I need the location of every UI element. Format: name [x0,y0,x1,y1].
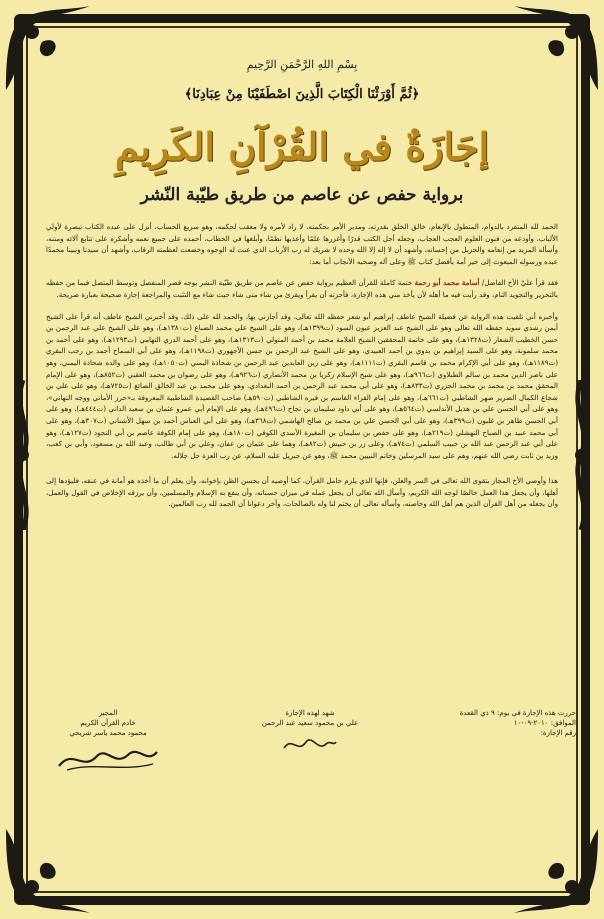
basmala: بِسْمِ اللهِ الرَّحْمَنِ الرَّحِيمِ [246,58,358,71]
grantor-signature [53,742,163,776]
grantor-title: خادم القرآن الكريم [80,719,136,727]
advice-paragraph: هذا وأوصي الأخ المجاز بتقوى الله تعالى في السر والعلن، فإنها الذي يلزم حامل القرآن، كما أوصيه أن يحسن الظن بإخوانه، وأن يعلم أن ما أخذه هو أمانة في عنقه، فليؤدها إلى أهلها، وأن يجعل هذا العمل خالصًا لوجه الله الكريم، وأسأل الله تعالى أن يجعل عمله في ميزان حسناته، وأن ينفع به الإسلام والمسلمين، وأن يرزقه الإخلاص في القول والعمل، وأن يجعله من أهل القرآن الذين هم أهل الله وخاصته، وأسأله تعالى أن يختم لنا وله بالصالحات، وآخر دعوانا أن الحمد لله رب العالمين. [46,476,558,509]
side-ornament-right [566,380,596,530]
date-line-2: الموافق: ٢٠١٠-٠٩-١٠ [513,719,576,727]
grantee-name: أسامة محمد أبو رحمة [414,278,480,288]
grantee-prefix: فقد قرأ عليّ الأخ الفاضل/ [481,278,558,288]
witness-block [240,708,380,756]
witness-name: علي بن محمود سعيد عبد الرحمن [261,719,359,727]
intro-paragraph: الحمد لله المتفرد بالدوام، المتطول بالإنعام، خالق الخلق بقدرته، ومدبر الأمر بحكمته، لا راد لأمره ولا معقب لحكمه، وهو سريع الحساب، أنزل على عبده الكتاب تبصرة لأولي الألباب، وأودعه من فنون العلوم العجب العجاب، وجعله أجل الكتب قدرًا وأغزرها علمًا وأعذبها نظمًا، وأبلغها في الخطاب، أحمده على جميع نعمه وأشكره على تتابع آلائه ومننه، وأسأله المزيد من إنعامه والجزيل من إحسانه، وأشهد أن لا إله إلا الله وحده لا شريك له رب الأرباب الذي عنت له الوجوه وخضعت لعظمته الرقاب، وأشهد أن سيدنا ونبينا محمدًا عبده ورسوله المبعوث إلى خير أمة بأفضل كتاب ﷺ وعلى آله وصحبه الأنجاب أما بعد: [46,222,558,266]
certificate-subtitle: برواية حفص عن عاصم من طريق طيّبة النّشر [140,185,464,205]
signatures-section [18,708,586,828]
date-line-3: رقم الإجازة: [540,729,576,737]
grantor-block [28,708,188,776]
witness-signature [280,732,340,756]
quran-verse: ﴿ثُمَّ أَوْرَثْنَا الْكِتَابَ الَّذِينَ اصْطَفَيْنَا مِنْ عِبَادِنَا﴾ [184,87,420,102]
grantor-label: المجيز [98,709,118,717]
side-ornament-left [8,380,38,530]
grantee-paragraph [46,277,558,300]
chain-of-narration-paragraph: وأخبره أني تلقيت هذه الرواية عن فضيلة الشيخ عاطف إبراهيم أبو شعر حفظه الله تعالى، وقد أجازني بها، والحمد لله على ذلك، وقد أخبرني الشيخ عاطف أنه قرأ على الشيخ أيمن رشدي سويد حفظه الله تعالى وهو على الشيخ عبد العزيز عيون السود (ت١٣٩٩هـ)، وهو على الشيخ علي محمد الضباع (ت١٣٨٠هـ)، وهو على الشيخ علي عبد الرحمن بن حسن الخطيب الشعار (ت١٣٢٨هـ)، وهو على خاتمة المحققين الشيخ العلامة محمد بن أحمد المتولي (ت١٣١٣هـ)، وهو على أحمد الدري التهامي (ت١٢٩٣هـ)، وهو على أحمد بن محمد سلمونة، وهو على السيد إبراهيم بن بدوي بن أحمد العبيدي، وهو على الشيخ عبد الرحمن بن حسن الأجهوري (ت١١٩٨هـ)، وهو على أبي السماح أحمد بن رجب البقري (ت١١٨٩هـ)، وهو على أبي الإكرام محمد بن قاسم البقري (ت١١١١هـ)، وهو على زين العابدين عبد الرحمن بن شحاذة اليمني (ت١٠٥٠هـ)، وهو على والده شحاذة اليمني، وهو على ناصر الدين محمد بن سالم الطبلاوي (ت٩٦٦هـ)، وهو على شيخ الإسلام زكريا بن محمد الأنصاري (ت٩٢٦هـ)، وهو على رضوان بن محمد العقبي (ت٨٥٢هـ)، وهو على الإمام المحقق محمد بن محمد بن محمد الجزري (ت٨٣٣هـ)، وهو على أبي محمد عبد الرحمن بن أحمد البغدادي، وهو على محمد بن عبد الخالق الصائغ (ت٧٢٥هـ)، وهو على علي بن شجاع الكمال الضرير صهر الشاطبي (ت٦٦١هـ)، وهو على إمام القراء القاسم بن فيره الشاطبي (ت٥٩٠هـ) صاحب القصيدة الشاطبية المعروفة بـ«حرز الأماني ووجه التهاني»، وهو على أبي الحسن علي بن هذيل الأندلسي (ت٥٦٤هـ)، وهو على أبي داود سليمان بن نجاح (ت٤٩٦هـ)، وهو على الإمام أبي عمرو عثمان بن سعيد الداني (ت٤٤٤هـ)، وهو على أبي الحسن طاهر بن غلبون (ت٣٩٩هـ)، وهو على أبي الحسن علي بن محمد بن صالح الهاشمي (ت٣٦٨هـ)، وهو على أبي العباس أحمد بن سهل الأشناني (ت٣٠٧هـ)، وهو على أبي محمد عبيد بن الصباح النهشلي (ت٢١٩هـ)، وهو على حفص بن سليمان بن المغيرة الأسدي الكوفي (ت١٨٠هـ)، وهو على إمام الكوفة عاصم بن أبي النجود (ت١٢٧هـ)، وهو على أبي عبد الرحمن عبد الله بن حبيب السلمي (ت٧٤هـ)، وعلى زر بن حبيش (ت٨٢هـ)، وهما على عثمان بن عفان، وعلي بن أبي طالب، وعبد الله بن مسعود، وأبي بن كعب، وزيد بن ثابت رضي الله عنهم، وهم على سيد المرسلين وخاتم النبيين محمد ﷺ، وهو عن جبريل عليه السلام، عن رب العزة جل جلاله. [46,311,559,460]
date-block [406,708,576,738]
witness-label: شهد لهذه الإجازة [285,709,335,717]
date-line-1: حررت هذه الإجازة في يوم: ٩ ذي القعدة [459,709,576,717]
grantor-name: محمود محمد ياسر شريحي [69,729,147,737]
certificate-title: إجَازَةٌ في القُرْآنِ الكَرِيمِ [114,124,490,169]
grantee-suffix: ختمة كاملة للقرآن العظيم برواية حفص عن عاصم من طريق طيّبة النشر بوجه قصر المنفصل وتوسط المتصل فيما من حفظه بالتحرير والتجويد التام، وقد رأيت فيه ما أهله لأن يأخذ مني هذه الإجازة، فأجزته أن يقرأ ويقرئ من شاء متى شاء حيث شاء مع التثبت والمراجعة إجازة صحيحة بعبارة صريحة. [46,278,558,299]
